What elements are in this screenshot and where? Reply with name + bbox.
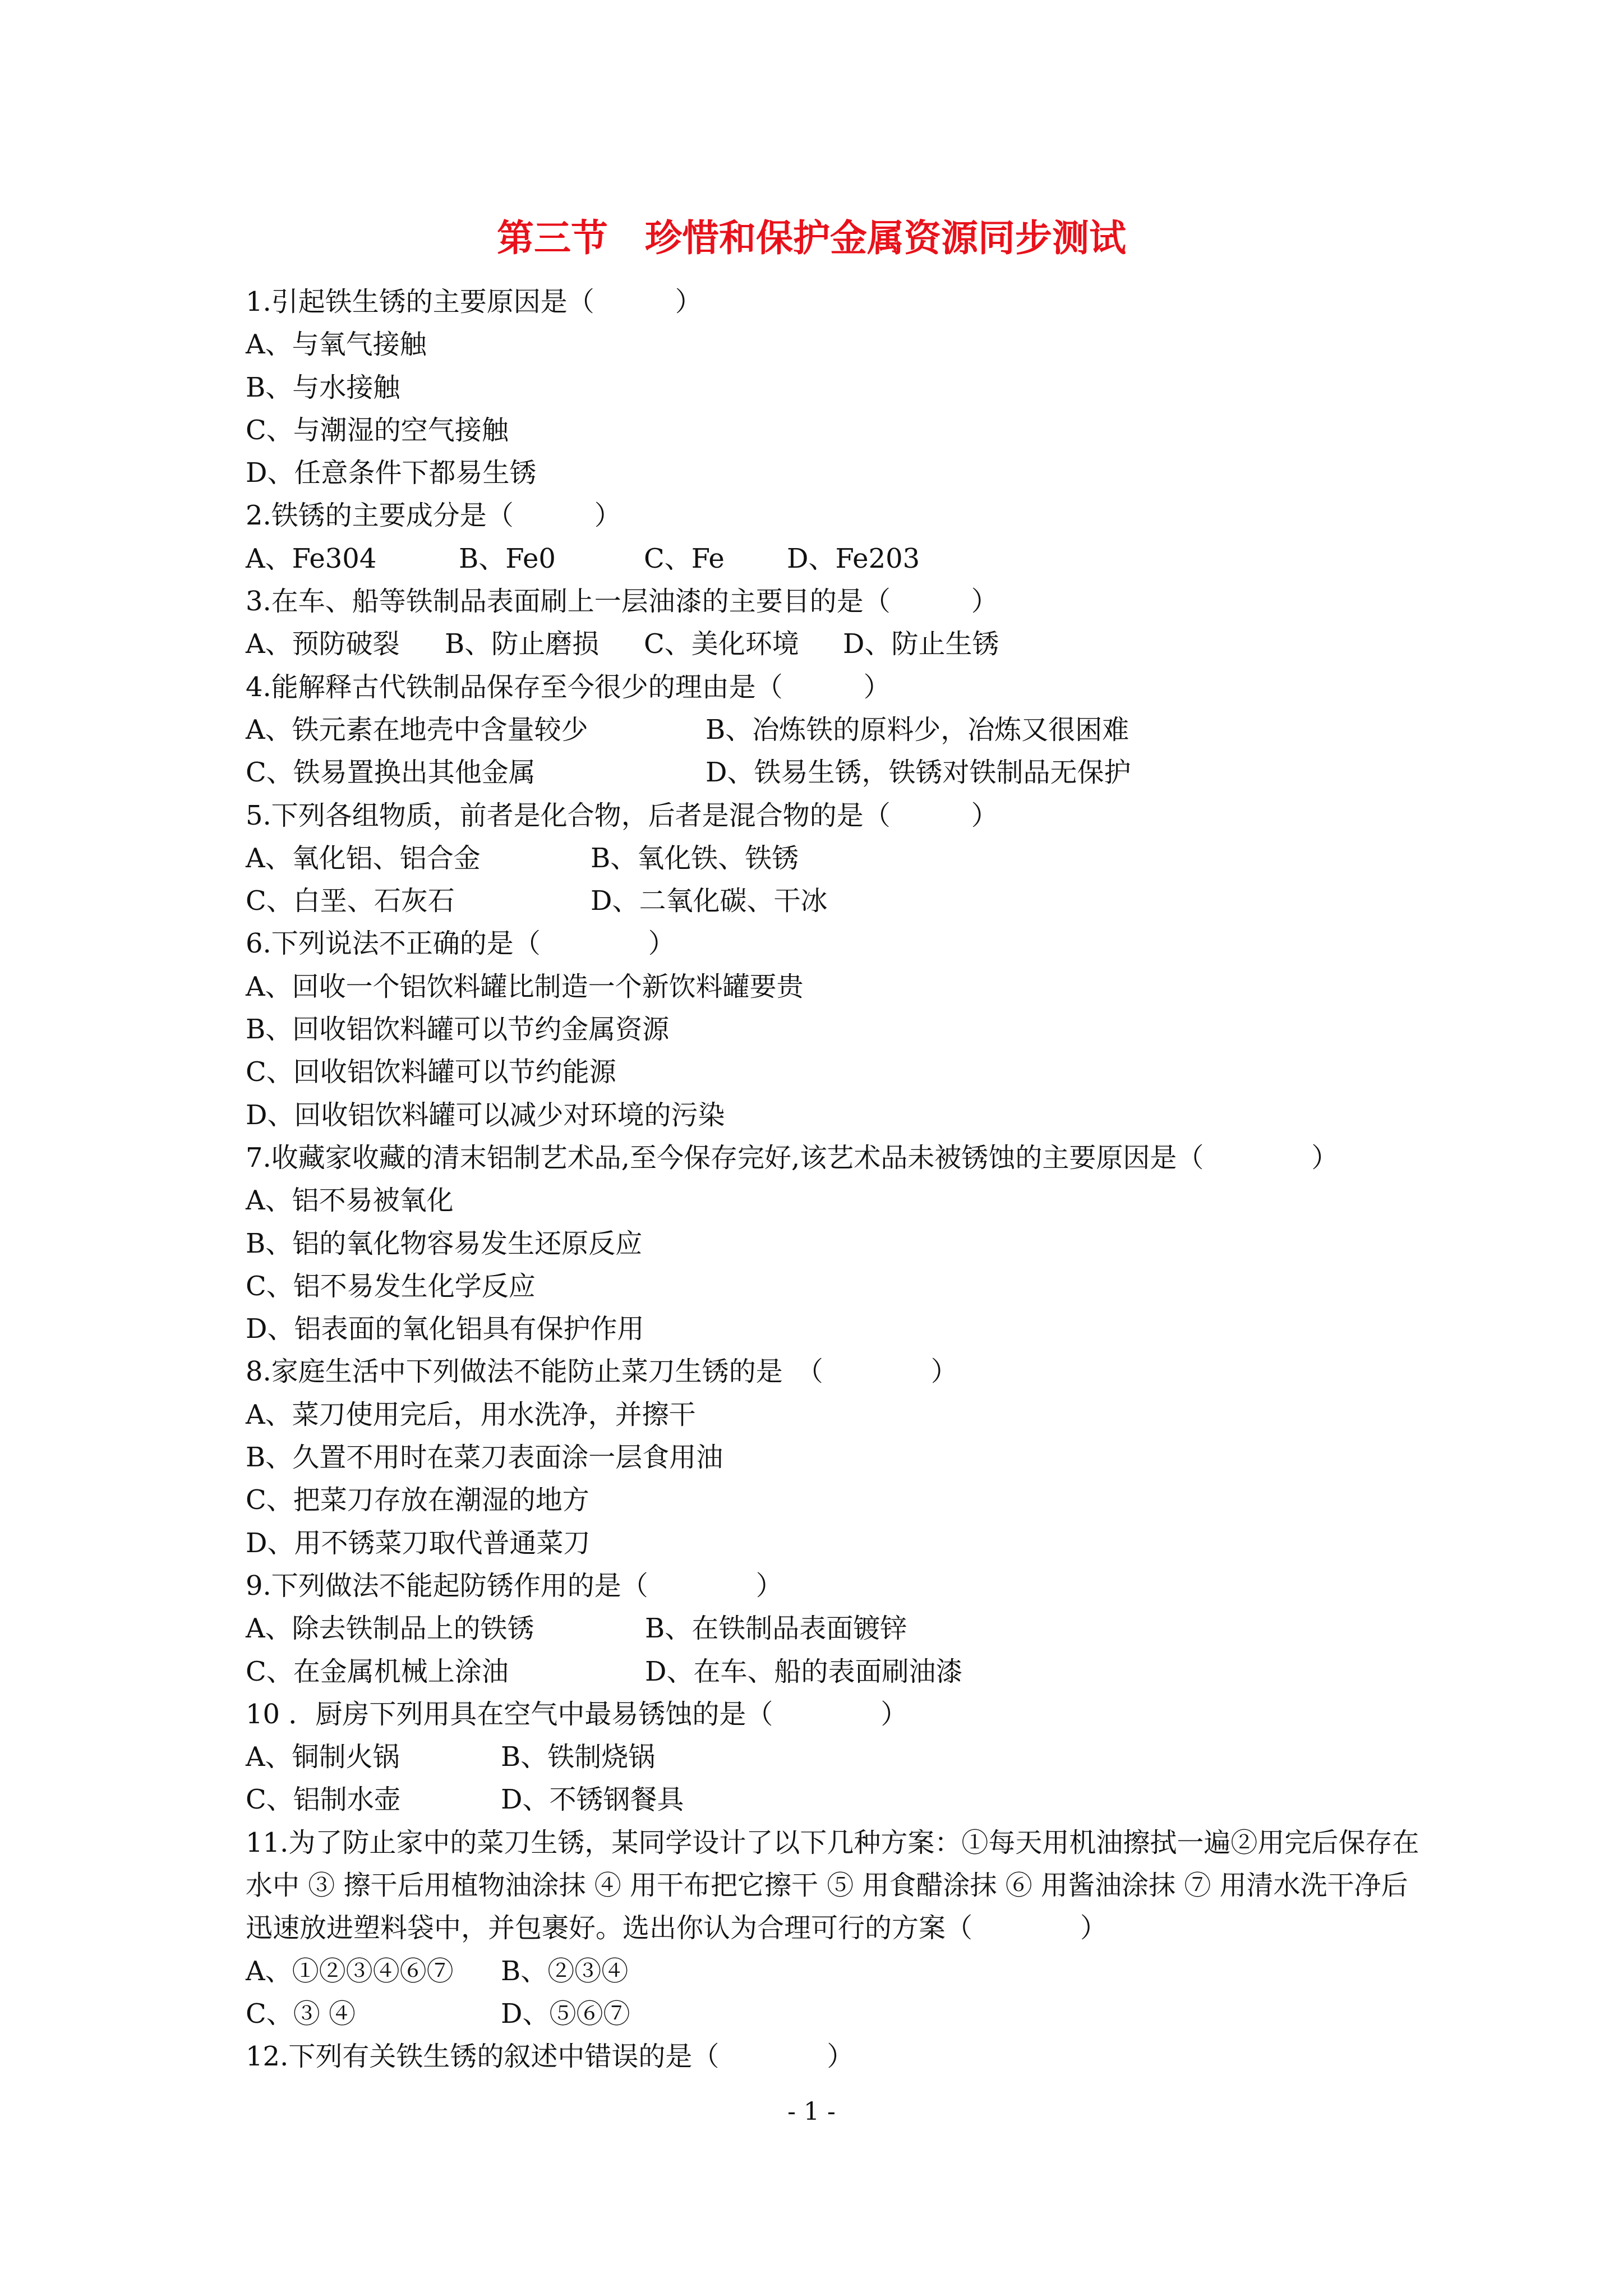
option-b: B、Fe0 [459, 542, 556, 574]
option-d: D、用不锈菜刀取代普通菜刀 [246, 1527, 591, 1559]
option-c: C、铝制水壶 [246, 1784, 401, 1816]
option-c: C、白垩、石灰石 [246, 885, 455, 917]
option-a: A、除去铁制品上的铁锈 [246, 1613, 534, 1645]
option-row [246, 708, 1423, 751]
option-c: C、回收铝饮料罐可以节约能源 [246, 1056, 616, 1088]
option-row [246, 880, 1423, 922]
option-row [246, 751, 1423, 794]
option-c: C、③ ④ [246, 1998, 356, 2030]
question-stem: 10 ．厨房下列用具在空气中最易锈蚀的是（ ） [246, 1698, 908, 1730]
question-stem: 6.下列说法不正确的是（ ） [246, 928, 675, 960]
page-number: - 1 - [787, 2097, 836, 2126]
option-d: D、铁易生锈，铁锈对铁制品无保护 [706, 757, 1131, 789]
option-d: D、⑤⑥⑦ [501, 1998, 630, 2030]
option-c: C、美化环境 [644, 628, 799, 660]
option-d: D、铝表面的氧化铝具有保护作用 [246, 1313, 644, 1345]
question-stem: 4.能解释古代铁制品保存至今很少的理由是（ ） [246, 671, 891, 703]
option-a: A、氧化铝、铝合金 [246, 842, 481, 874]
question-stem: 11.为了防止家中的菜刀生锈，某同学设计了以下几种方案：①每天用机油擦拭一遍②用完后保存在水中 ③ 擦干后用植物油涂抹 ④ 用干布把它擦干 ⑤ 用食醋涂抹 ⑥ 用酱油涂抹 ⑦ 用清水洗干净后迅速放进塑料袋中，并包裹好。选出你认为合理可行的方案（ ） [246, 1826, 1419, 1944]
option-d: D、任意条件下都易生锈 [246, 457, 537, 489]
option-c: C、与潮湿的空气接触 [246, 414, 509, 446]
option-b: B、铝的氧化物容易发生还原反应 [246, 1227, 643, 1259]
option-c: C、把菜刀存放在潮湿的地方 [246, 1484, 589, 1516]
option-a: A、Fe304 [246, 542, 377, 574]
page-title: 第三节 珍惜和保护金属资源同步测试 [497, 217, 1126, 260]
option-c: C、Fe [644, 542, 725, 574]
option-a: A、铜制火锅 [246, 1741, 400, 1773]
option-row [246, 1778, 1423, 1821]
option-d: D、回收铝饮料罐可以减少对环境的污染 [246, 1099, 725, 1131]
option-b: B、②③④ [501, 1955, 629, 1987]
option-a: A、①②③④⑥⑦ [246, 1955, 454, 1987]
question-list [246, 280, 1423, 2078]
option-a: A、回收一个铝饮料罐比制造一个新饮料罐要贵 [246, 970, 804, 1002]
option-row [246, 1950, 1423, 1993]
option-d: D、在车、船的表面刷油漆 [645, 1655, 963, 1687]
option-row [246, 1650, 1423, 1693]
question-stem: 2.铁锈的主要成分是（ ） [246, 500, 621, 532]
question-stem: 1.引起铁生锈的主要原因是（ ） [246, 286, 702, 318]
option-b: B、防止磨损 [445, 628, 600, 660]
question-stem: 5.下列各组物质，前者是化合物，后者是混合物的是（ ） [246, 799, 998, 831]
option-b: B、冶炼铁的原料少，冶炼又很困难 [706, 714, 1129, 746]
option-b: B、久置不用时在菜刀表面涂一层食用油 [246, 1442, 723, 1474]
option-d: D、Fe203 [787, 542, 920, 574]
option-c: C、铁易置换出其他金属 [246, 757, 536, 789]
option-d: D、防止生锈 [843, 628, 999, 660]
question-stem: 9.下列做法不能起防锈作用的是（ ） [246, 1570, 783, 1602]
option-row [246, 537, 1423, 580]
question-stem: 8.家庭生活中下列做法不能防止菜刀生锈的是 （ ） [246, 1356, 958, 1388]
option-b: B、在铁制品表面镀锌 [645, 1613, 907, 1645]
option-a: A、预防破裂 [246, 628, 400, 660]
option-row [246, 1736, 1423, 1778]
option-row [246, 1993, 1423, 2035]
option-c: C、在金属机械上涂油 [246, 1655, 509, 1687]
option-d: D、不锈钢餐具 [501, 1784, 684, 1816]
option-row [246, 1607, 1423, 1650]
option-b: B、铁制烧锅 [501, 1741, 656, 1773]
option-b: B、与水接触 [246, 371, 400, 403]
option-b: B、氧化铁、铁锈 [591, 842, 799, 874]
question-stem: 3.在车、船等铁制品表面刷上一层油漆的主要目的是（ ） [246, 586, 998, 618]
option-d: D、二氧化碳、干冰 [591, 885, 828, 917]
question-stem: 7.收藏家收藏的清末铝制艺术品,至今保存完好,该艺术品未被锈蚀的主要原因是（ ） [246, 1142, 1339, 1174]
question-stem: 12.下列有关铁生锈的叙述中错误的是（ ） [246, 2041, 854, 2073]
option-a: A、与氧气接触 [246, 329, 427, 361]
option-row [246, 623, 1423, 665]
option-a: A、铁元素在地壳中含量较少 [246, 714, 588, 746]
option-a: A、菜刀使用完后，用水洗净，并擦干 [246, 1398, 696, 1430]
option-c: C、铝不易发生化学反应 [246, 1270, 536, 1302]
option-a: A、铝不易被氧化 [246, 1185, 454, 1217]
option-b: B、回收铝饮料罐可以节约金属资源 [246, 1014, 670, 1046]
option-row [246, 837, 1423, 880]
